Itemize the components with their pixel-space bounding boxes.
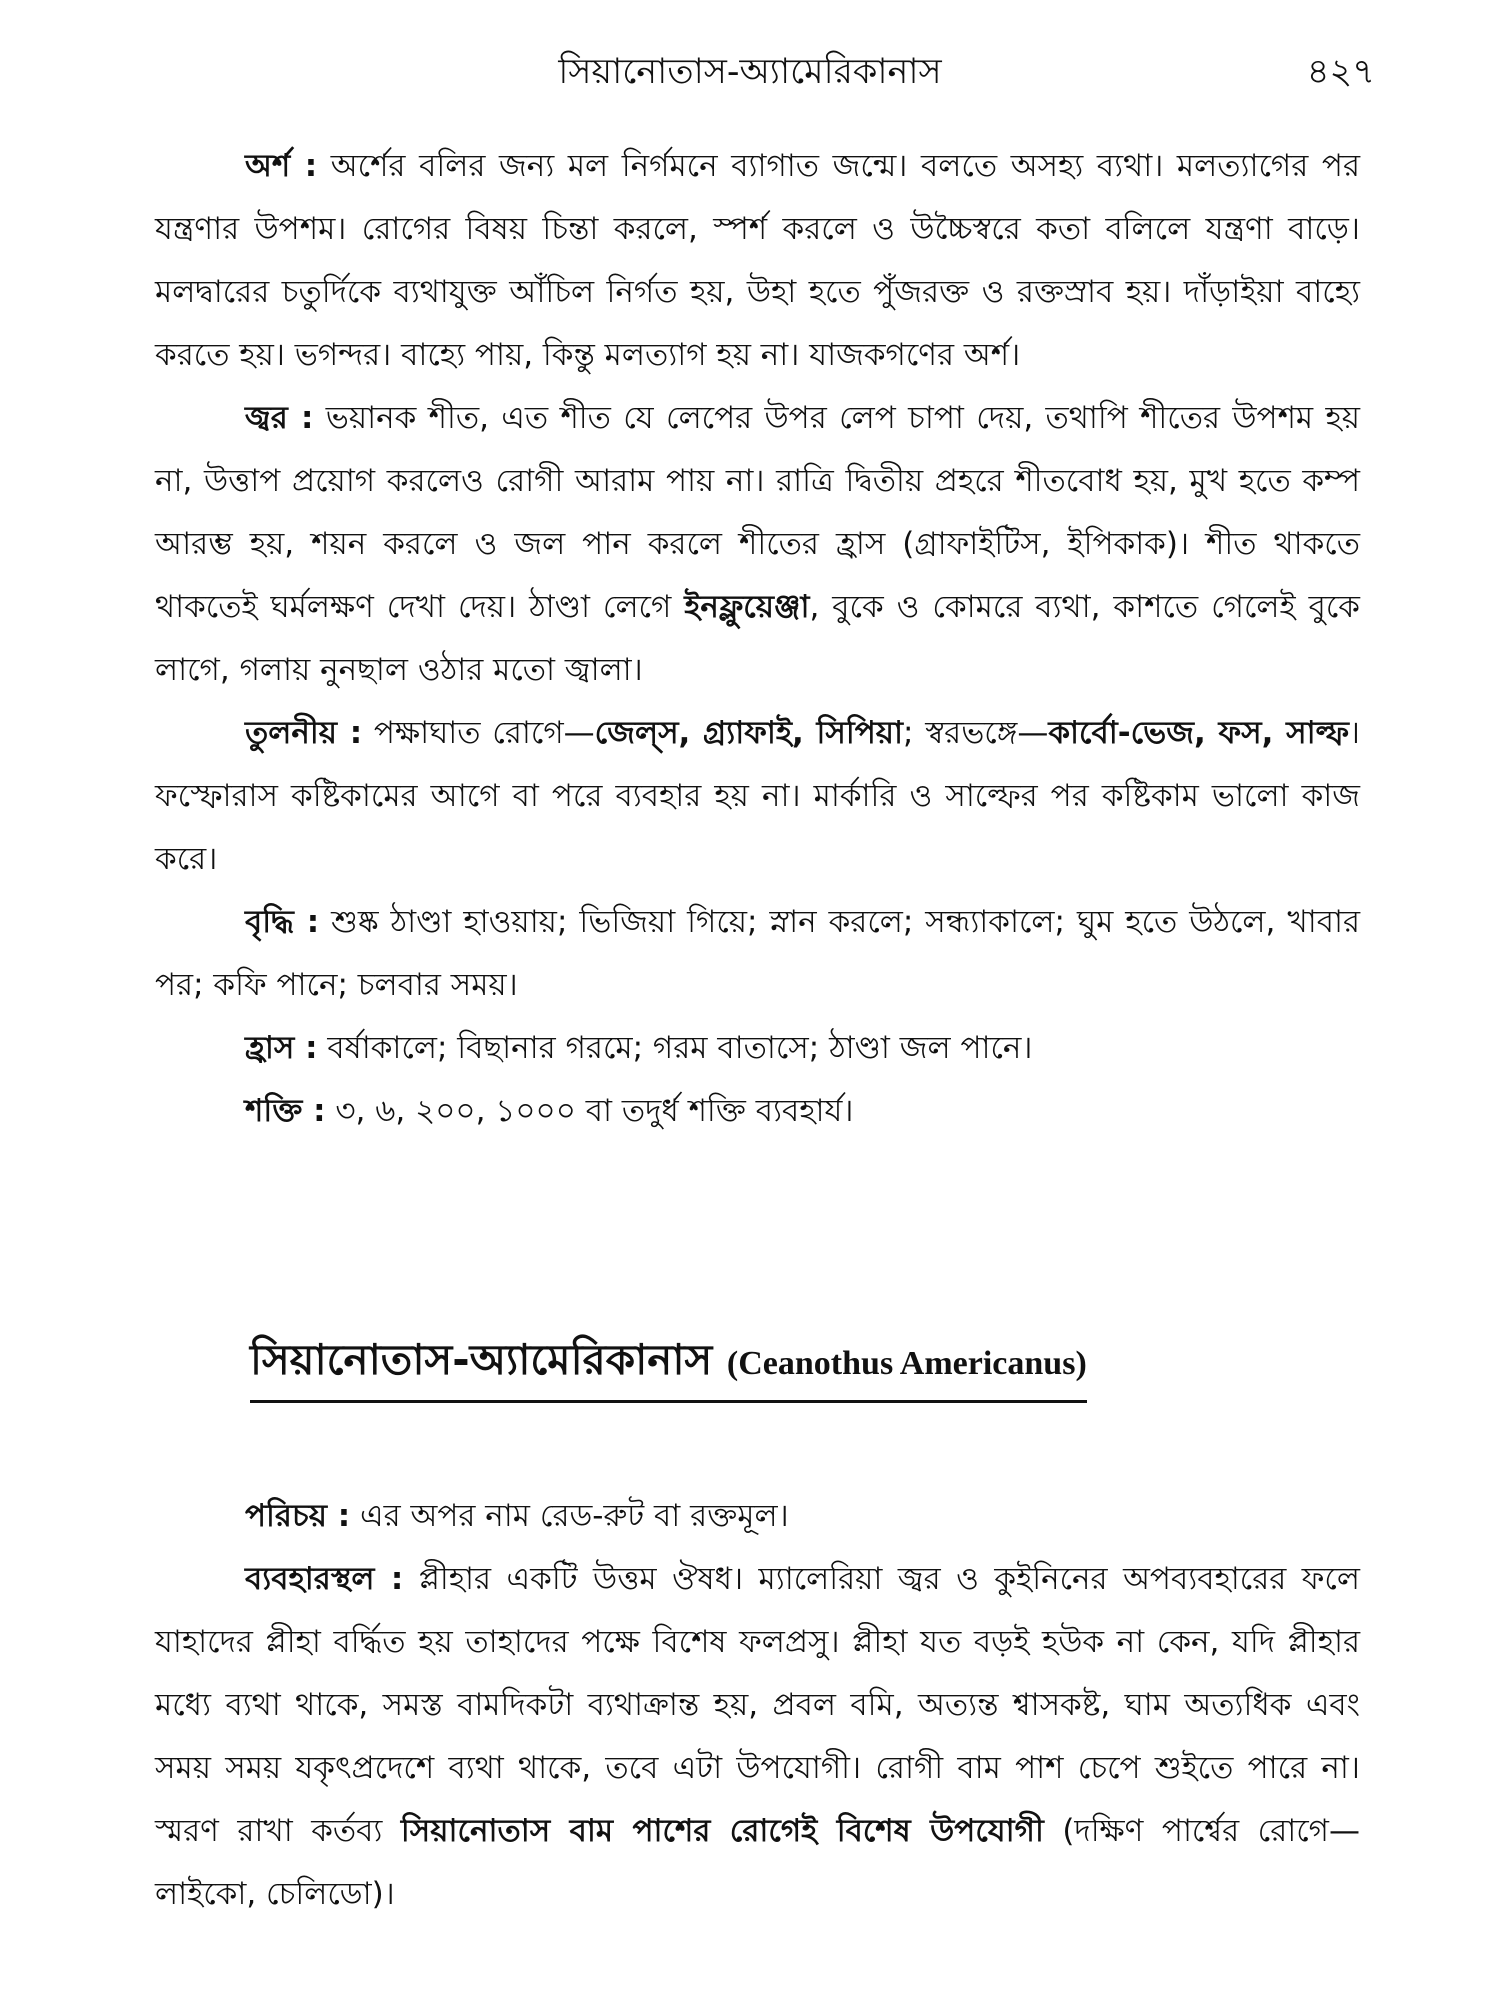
emphasis-text: কার্বো-ভেজ, ফস, সাল্ফ (1048, 715, 1349, 751)
paragraph-label: পরিচয় : (245, 1498, 351, 1534)
emphasis-text: ইনফ্লুয়েঞ্জা (684, 589, 810, 625)
emphasis-text: সিয়ানোতাস বাম পাশের রোগেই বিশেষ উপযোগী (400, 1813, 1044, 1849)
paragraph-text: (দক্ষিণ পার্শ্বের রোগে—লাইকো, চেলিডো)। (155, 1813, 1361, 1912)
paragraph-shakti (155, 1080, 1360, 1143)
paragraph-vriddhi (155, 891, 1360, 1017)
paragraph-label: অর্শ : (245, 148, 318, 184)
paragraph-text: ; স্বরভঙ্গে— (903, 715, 1049, 751)
paragraph-label: হ্রাস : (245, 1030, 318, 1066)
paragraph-label: জ্বর : (245, 400, 314, 436)
running-title: সিয়ানোতাস-অ্যামেরিকানাস (558, 52, 942, 92)
paragraph-hras (155, 1017, 1360, 1080)
paragraph-text: এর অপর নাম রেড-রুট বা রক্তমূল। (360, 1498, 789, 1534)
remedy-heading-latin: (Ceanothus Americanus) (726, 1345, 1087, 1382)
page-number: ৪২৭ (1306, 52, 1375, 92)
paragraph-label: ব্যবহারস্থল : (245, 1561, 404, 1597)
remedy-heading-bengali: সিয়ানোতাস-অ্যামেরিকানাস (250, 1335, 713, 1384)
paragraph-label: শক্তি : (245, 1093, 326, 1129)
paragraph-jvar (155, 387, 1360, 702)
remedy-heading-wrap (250, 1330, 1087, 1403)
paragraph-text: ভয়ানক শীত, এত শীত যে লেপের উপর লেপ চাপা দেয়, তথাপি শীতের উপশম হয় না, উত্তাপ প্রয়োগ করলেও রোগী আরাম পায় না। রাত্রি দ্বিতীয় প্রহরে শীতবোধ হয়, মুখ হতে কম্প আরম্ভ হয়, শয়ন করলে ও জল পান করলে শীতের হ্রাস (গ্রাফাইটিস, ইপিকাক)। শীত থাকতে থাকতেই ঘর্মলক্ষণ দেখা দেয়। ঠাণ্ডা লেগে (155, 400, 1360, 625)
section-materia-medica-continued (155, 135, 1360, 1143)
paragraph-text: অর্শের বলির জন্য মল নির্গমনে ব্যাগাত জন্মে। বলতে অসহ্য ব্যথা। মলত্যাগের পর যন্ত্রণার উপশম। রোগের বিষয় চিন্তা করলে, স্পর্শ করলে ও উচ্চৈস্বরে কতা বলিলে যন্ত্রণা বাড়ে। মলদ্বারের চতুর্দিকে ব্যথাযুক্ত আঁচিল নির্গত হয়, উহা হতে পুঁজরক্ত ও রক্তস্রাব হয়। দাঁড়াইয়া বাহ্যে করতে হয়। ভগন্দর। বাহ্যে পায়, কিন্তু মলত্যাগ হয় না। যাজকগণের অর্শ। (155, 148, 1361, 373)
paragraph-text: , বুকে ও কোমরে ব্যথা, কাশতে গেলেই বুকে লাগে, গলায় নুনছাল ওঠার মতো জ্বালা। (155, 589, 1360, 688)
paragraph-tulaniya (155, 702, 1360, 891)
paragraph-label: তুলনীয় : (245, 715, 363, 751)
paragraph-text: । ফস্ফোরাস কষ্টিকামের আগে বা পরে ব্যবহার হয় না। মার্কারি ও সাল্ফের পর কষ্টিকাম ভালো কাজ করে। (155, 715, 1360, 877)
paragraph-parichay (155, 1485, 1360, 1548)
paragraph-label: বৃদ্ধি : (245, 904, 320, 940)
paragraph-text: বর্ষাকালে; বিছানার গরমে; গরম বাতাসে; ঠাণ্ডা জল পানে। (327, 1030, 1033, 1066)
paragraph-text: পক্ষাঘাত রোগে— (373, 715, 595, 751)
emphasis-text: জেল্স, গ্র্যাফাই, সিপিয়া (594, 715, 904, 751)
paragraph-vyavahar (155, 1548, 1360, 1926)
section-ceanothus (155, 1485, 1360, 1926)
paragraph-arsha (155, 135, 1360, 387)
page-header (0, 42, 1500, 102)
remedy-heading (250, 1330, 1087, 1403)
paragraph-text: প্লীহার একটি উত্তম ঔষধ। ম্যালেরিয়া জ্বর ও কুইনিনের অপব্যবহারের ফলে যাহাদের প্লীহা বর্দ্ধিত হয় তাহাদের পক্ষে বিশেষ ফলপ্রসু। প্লীহা যত বড়ই হউক না কেন, যদি প্লীহার মধ্যে ব্যথা থাকে, সমস্ত বামদিকটা ব্যথাক্রান্ত হয়, প্রবল বমি, অত্যন্ত শ্বাসকষ্ট, ঘাম অত্যধিক এবং সময় সময় যকৃৎপ্রদেশে ব্যথা থাকে, তবে এটা উপযোগী। রোগী বাম পাশ চেপে শুইতে পারে না। স্মরণ রাখা কর্তব্য (155, 1561, 1360, 1849)
paragraph-text: শুষ্ক ঠাণ্ডা হাওয়ায়; ভিজিয়া গিয়ে; স্নান করলে; সন্ধ্যাকালে; ঘুম হতে উঠলে, খাবার পর; কফি পানে; চলবার সময়। (155, 904, 1360, 1003)
paragraph-text: ৩, ৬, ২০০, ১০০০ বা তদুর্ধ শক্তি ব্যবহার্য। (335, 1093, 854, 1129)
